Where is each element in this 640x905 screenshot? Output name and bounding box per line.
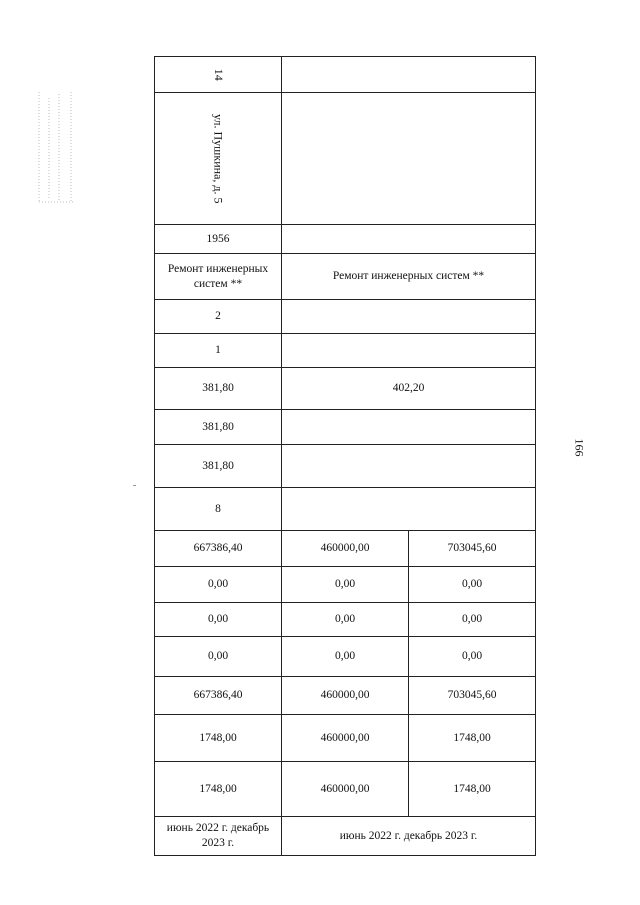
table-row bbox=[155, 531, 536, 567]
table-cell bbox=[282, 488, 536, 531]
table-cell: 667386,40 bbox=[155, 677, 282, 715]
table-cell: 0,00 bbox=[155, 637, 282, 677]
data-table bbox=[154, 56, 536, 856]
table-cell: 1 bbox=[155, 334, 282, 368]
table-row bbox=[155, 368, 536, 410]
table-cell: 703045,60 bbox=[409, 531, 536, 567]
table-row bbox=[155, 677, 536, 715]
table-cell: 0,00 bbox=[282, 603, 409, 637]
table-cell: 402,20 bbox=[282, 368, 536, 410]
table-row bbox=[155, 715, 536, 762]
table-cell: 0,00 bbox=[409, 637, 536, 677]
table-cell bbox=[282, 225, 536, 254]
table-row bbox=[155, 300, 536, 334]
table-cell: 703045,60 bbox=[409, 677, 536, 715]
table-cell bbox=[282, 300, 536, 334]
page-number: 166 bbox=[572, 438, 587, 457]
stamp-mark bbox=[37, 88, 77, 206]
table-row bbox=[155, 603, 536, 637]
scan-dot bbox=[133, 485, 136, 486]
table-cell: 1748,00 bbox=[155, 715, 282, 762]
table-cell bbox=[282, 445, 536, 488]
table-row bbox=[155, 762, 536, 817]
table-cell: 14 bbox=[155, 57, 282, 93]
table-cell: 0,00 bbox=[155, 567, 282, 603]
table-row bbox=[155, 225, 536, 254]
table-cell: ул. Пушкина, д. 5 bbox=[155, 93, 282, 225]
table-cell: июнь 2022 г. декабрь 2023 г. bbox=[155, 817, 282, 856]
table-row bbox=[155, 567, 536, 603]
table-row bbox=[155, 637, 536, 677]
table-cell: 0,00 bbox=[282, 567, 409, 603]
table-row bbox=[155, 488, 536, 531]
table-row bbox=[155, 445, 536, 488]
table-cell: 1956 bbox=[155, 225, 282, 254]
table-cell: 1748,00 bbox=[155, 762, 282, 817]
table-cell: 667386,40 bbox=[155, 531, 282, 567]
table-cell: 460000,00 bbox=[282, 762, 409, 817]
table-cell bbox=[282, 334, 536, 368]
table-cell bbox=[282, 57, 536, 93]
table-cell: 0,00 bbox=[282, 637, 409, 677]
table-cell: 0,00 bbox=[155, 603, 282, 637]
table-cell: 2 bbox=[155, 300, 282, 334]
table-cell bbox=[282, 410, 536, 445]
table-cell: 1748,00 bbox=[409, 715, 536, 762]
table-cell: 0,00 bbox=[409, 567, 536, 603]
table-cell: 0,00 bbox=[409, 603, 536, 637]
table-row bbox=[155, 57, 536, 93]
table-cell bbox=[282, 93, 536, 225]
table-cell: 460000,00 bbox=[282, 715, 409, 762]
table-row bbox=[155, 334, 536, 368]
table-cell: 1748,00 bbox=[409, 762, 536, 817]
table-cell: Ремонт инженерных систем ** bbox=[282, 254, 536, 300]
table-cell: 381,80 bbox=[155, 410, 282, 445]
table-row bbox=[155, 93, 536, 225]
table-cell: июнь 2022 г. декабрь 2023 г. bbox=[282, 817, 536, 856]
table-cell: 381,80 bbox=[155, 445, 282, 488]
table-cell: 8 bbox=[155, 488, 282, 531]
table-cell: Ремонт инженерных систем ** bbox=[155, 254, 282, 300]
table-row bbox=[155, 410, 536, 445]
table-row bbox=[155, 254, 536, 300]
table-cell: 460000,00 bbox=[282, 531, 409, 567]
table-cell: 381,80 bbox=[155, 368, 282, 410]
table-row bbox=[155, 817, 536, 856]
table-cell: 460000,00 bbox=[282, 677, 409, 715]
